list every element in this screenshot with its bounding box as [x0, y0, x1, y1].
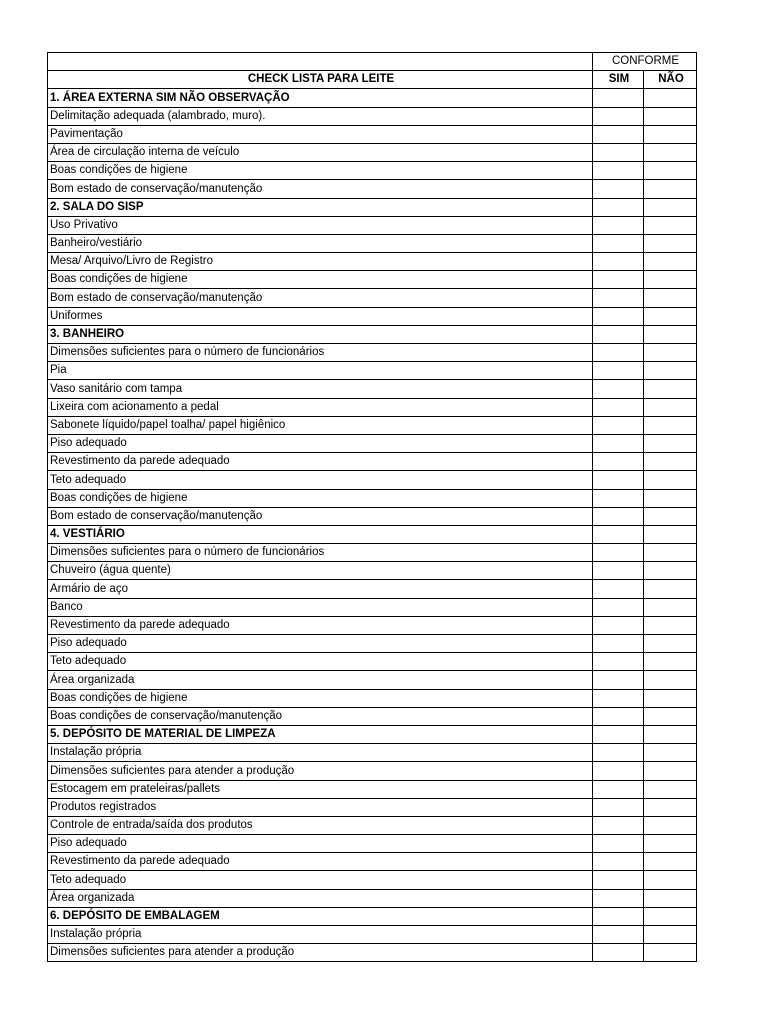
- checklist-row: [48, 416, 697, 434]
- checklist-row: [48, 471, 697, 489]
- checklist-item-label: Uniformes: [48, 307, 593, 325]
- checklist-item-label: Banco: [48, 598, 593, 616]
- sim-cell[interactable]: [593, 544, 644, 562]
- checklist-row: [48, 216, 697, 234]
- sim-cell[interactable]: [593, 562, 644, 580]
- nao-cell: [644, 725, 697, 743]
- checklist-item-label: Vaso sanitário com tampa: [48, 380, 593, 398]
- section-title: 6. DEPÓSITO DE EMBALAGEM: [48, 907, 593, 925]
- nao-cell[interactable]: [644, 944, 697, 962]
- checklist-item-label: Área de circulação interna de veículo: [48, 143, 593, 161]
- checklist-row: [48, 162, 697, 180]
- nao-cell: [644, 525, 697, 543]
- sim-cell[interactable]: [593, 416, 644, 434]
- checklist-item-label: Produtos registrados: [48, 798, 593, 816]
- nao-cell[interactable]: [644, 671, 697, 689]
- section-header-row: [48, 198, 697, 216]
- checklist-item-label: Sabonete líquido/papel toalha/ papel higiênico: [48, 416, 593, 434]
- sim-cell[interactable]: [593, 616, 644, 634]
- checklist-item-label: Teto adequado: [48, 653, 593, 671]
- sim-cell[interactable]: [593, 689, 644, 707]
- checklist-item-label: Bom estado de conservação/manutenção: [48, 507, 593, 525]
- sim-cell[interactable]: [593, 434, 644, 452]
- checklist-row: [48, 362, 697, 380]
- nao-cell: [644, 198, 697, 216]
- checklist-item-label: Área organizada: [48, 671, 593, 689]
- nao-cell[interactable]: [644, 453, 697, 471]
- checklist-item-label: Boas condições de higiene: [48, 271, 593, 289]
- sim-cell: [593, 325, 644, 343]
- sim-cell[interactable]: [593, 944, 644, 962]
- sim-cell: [593, 907, 644, 925]
- sim-cell[interactable]: [593, 143, 644, 161]
- checklist-item-label: Boas condições de higiene: [48, 489, 593, 507]
- sim-cell: [593, 89, 644, 107]
- checklist-item-label: Boas condições de conservação/manutenção: [48, 707, 593, 725]
- nao-cell[interactable]: [644, 689, 697, 707]
- checklist-item-label: Armário de aço: [48, 580, 593, 598]
- sim-cell[interactable]: [593, 453, 644, 471]
- sim-cell[interactable]: [593, 744, 644, 762]
- sim-cell[interactable]: [593, 798, 644, 816]
- checklist-row: [48, 434, 697, 452]
- nao-cell[interactable]: [644, 362, 697, 380]
- nao-cell[interactable]: [644, 162, 697, 180]
- nao-cell: [644, 89, 697, 107]
- checklist-item-label: Pavimentação: [48, 125, 593, 143]
- sim-cell[interactable]: [593, 762, 644, 780]
- section-title: 1. ÁREA EXTERNA SIM NÃO OBSERVAÇÃO: [48, 89, 593, 107]
- sim-cell[interactable]: [593, 234, 644, 252]
- checklist-item-label: Lixeira com acionamento a pedal: [48, 398, 593, 416]
- nao-cell[interactable]: [644, 544, 697, 562]
- checklist-item-label: Mesa/ Arquivo/Livro de Registro: [48, 253, 593, 271]
- empty-header-cell: [48, 53, 593, 71]
- section-header-row: [48, 325, 697, 343]
- checklist-row: [48, 671, 697, 689]
- nao-cell[interactable]: [644, 289, 697, 307]
- checklist-row: [48, 653, 697, 671]
- title-row: [48, 71, 697, 89]
- checklist-item-label: Instalação própria: [48, 744, 593, 762]
- checklist-row: [48, 926, 697, 944]
- checklist-item-label: Chuveiro (água quente): [48, 562, 593, 580]
- checklist-item-label: Piso adequado: [48, 434, 593, 452]
- section-header-row: [48, 907, 697, 925]
- checklist-item-label: Bom estado de conservação/manutenção: [48, 289, 593, 307]
- checklist-row: [48, 344, 697, 362]
- nao-cell[interactable]: [644, 562, 697, 580]
- checklist-row: [48, 289, 697, 307]
- sim-column-header: SIM: [593, 71, 644, 89]
- checklist-item-label: Bom estado de conservação/manutenção: [48, 180, 593, 198]
- checklist-item-label: Estocagem em prateleiras/pallets: [48, 780, 593, 798]
- checklist-row: [48, 944, 697, 962]
- checklist-item-label: Teto adequado: [48, 871, 593, 889]
- nao-cell[interactable]: [644, 580, 697, 598]
- checklist-item-label: Boas condições de higiene: [48, 689, 593, 707]
- checklist-row: [48, 853, 697, 871]
- nao-cell[interactable]: [644, 507, 697, 525]
- checklist-row: [48, 307, 697, 325]
- checklist-row: [48, 798, 697, 816]
- checklist-row: [48, 816, 697, 834]
- checklist-row: [48, 635, 697, 653]
- sim-cell[interactable]: [593, 489, 644, 507]
- checklist-row: [48, 398, 697, 416]
- checklist-item-label: Teto adequado: [48, 471, 593, 489]
- checklist-item-label: Uso Privativo: [48, 216, 593, 234]
- sim-cell[interactable]: [593, 871, 644, 889]
- nao-cell[interactable]: [644, 398, 697, 416]
- checklist-item-label: Boas condições de higiene: [48, 162, 593, 180]
- sim-cell[interactable]: [593, 507, 644, 525]
- sim-cell[interactable]: [593, 289, 644, 307]
- checklist-item-label: Dimensões suficientes para o número de funcionários: [48, 344, 593, 362]
- checklist-row: [48, 271, 697, 289]
- section-header-row: [48, 525, 697, 543]
- sim-cell: [593, 525, 644, 543]
- nao-cell[interactable]: [644, 835, 697, 853]
- nao-cell[interactable]: [644, 253, 697, 271]
- checklist-row: [48, 780, 697, 798]
- section-title: 4. VESTIÁRIO: [48, 525, 593, 543]
- sim-cell[interactable]: [593, 580, 644, 598]
- checklist-item-label: Pia: [48, 362, 593, 380]
- checklist-row: [48, 598, 697, 616]
- checklist-row: [48, 580, 697, 598]
- checklist-row: [48, 234, 697, 252]
- checklist-row: [48, 762, 697, 780]
- sim-cell[interactable]: [593, 307, 644, 325]
- checklist-row: [48, 507, 697, 525]
- nao-cell[interactable]: [644, 416, 697, 434]
- checklist-row: [48, 689, 697, 707]
- sim-cell[interactable]: [593, 362, 644, 380]
- sim-cell: [593, 725, 644, 743]
- checklist-row: [48, 180, 697, 198]
- sim-cell[interactable]: [593, 471, 644, 489]
- sim-cell[interactable]: [593, 271, 644, 289]
- nao-cell[interactable]: [644, 344, 697, 362]
- checklist-row: [48, 253, 697, 271]
- sim-cell[interactable]: [593, 835, 644, 853]
- section-title: 5. DEPÓSITO DE MATERIAL DE LIMPEZA: [48, 725, 593, 743]
- checklist-item-label: Piso adequado: [48, 835, 593, 853]
- nao-column-header: NÃO: [644, 71, 697, 89]
- checklist-row: [48, 489, 697, 507]
- checklist-row: [48, 871, 697, 889]
- checklist-row: [48, 889, 697, 907]
- checklist-item-label: Revestimento da parede adequado: [48, 616, 593, 634]
- nao-cell[interactable]: [644, 653, 697, 671]
- nao-cell[interactable]: [644, 926, 697, 944]
- nao-cell[interactable]: [644, 489, 697, 507]
- checklist-row: [48, 453, 697, 471]
- sim-cell[interactable]: [593, 816, 644, 834]
- nao-cell[interactable]: [644, 816, 697, 834]
- checklist-row: [48, 380, 697, 398]
- nao-cell[interactable]: [644, 616, 697, 634]
- nao-cell[interactable]: [644, 234, 697, 252]
- sim-cell[interactable]: [593, 380, 644, 398]
- checklist-item-label: Revestimento da parede adequado: [48, 853, 593, 871]
- checklist-row: [48, 707, 697, 725]
- section-header-row: [48, 725, 697, 743]
- checklist-row: [48, 544, 697, 562]
- nao-cell[interactable]: [644, 143, 697, 161]
- section-title: 3. BANHEIRO: [48, 325, 593, 343]
- nao-cell[interactable]: [644, 635, 697, 653]
- nao-cell[interactable]: [644, 780, 697, 798]
- sim-cell[interactable]: [593, 107, 644, 125]
- nao-cell[interactable]: [644, 216, 697, 234]
- checklist-table: [47, 52, 697, 962]
- section-title: 2. SALA DO SISP: [48, 198, 593, 216]
- checklist-item-label: Revestimento da parede adequado: [48, 453, 593, 471]
- nao-cell[interactable]: [644, 707, 697, 725]
- checklist-item-label: Banheiro/vestiário: [48, 234, 593, 252]
- sim-cell[interactable]: [593, 253, 644, 271]
- nao-cell[interactable]: [644, 434, 697, 452]
- sim-cell: [593, 198, 644, 216]
- sim-cell[interactable]: [593, 653, 644, 671]
- nao-cell: [644, 907, 697, 925]
- checklist-row: [48, 143, 697, 161]
- sheet-title: CHECK LISTA PARA LEITE: [48, 71, 593, 89]
- nao-cell[interactable]: [644, 180, 697, 198]
- sim-cell[interactable]: [593, 125, 644, 143]
- sim-cell[interactable]: [593, 707, 644, 725]
- sim-cell[interactable]: [593, 216, 644, 234]
- checklist-row: [48, 107, 697, 125]
- nao-cell[interactable]: [644, 853, 697, 871]
- checklist-item-label: Dimensões suficientes para atender a produção: [48, 944, 593, 962]
- nao-cell[interactable]: [644, 762, 697, 780]
- sim-cell[interactable]: [593, 162, 644, 180]
- checklist-item-label: Dimensões suficientes para atender a produção: [48, 762, 593, 780]
- sim-cell[interactable]: [593, 671, 644, 689]
- checklist-item-label: Dimensões suficientes para o número de funcionários: [48, 544, 593, 562]
- nao-cell[interactable]: [644, 380, 697, 398]
- sim-cell[interactable]: [593, 926, 644, 944]
- checklist-item-label: Área organizada: [48, 889, 593, 907]
- nao-cell[interactable]: [644, 271, 697, 289]
- nao-cell[interactable]: [644, 125, 697, 143]
- checklist-row: [48, 744, 697, 762]
- nao-cell[interactable]: [644, 744, 697, 762]
- sim-cell[interactable]: [593, 780, 644, 798]
- sim-cell[interactable]: [593, 180, 644, 198]
- conforme-header-row: [48, 53, 697, 71]
- sim-cell[interactable]: [593, 635, 644, 653]
- checklist-item-label: Instalação própria: [48, 926, 593, 944]
- nao-cell[interactable]: [644, 889, 697, 907]
- nao-cell[interactable]: [644, 471, 697, 489]
- nao-cell[interactable]: [644, 598, 697, 616]
- conforme-header: CONFORME: [593, 53, 697, 71]
- checklist-row: [48, 125, 697, 143]
- sim-cell[interactable]: [593, 889, 644, 907]
- checklist-row: [48, 562, 697, 580]
- checklist-body: [48, 53, 697, 962]
- checklist-row: [48, 835, 697, 853]
- checklist-item-label: Delimitação adequada (alambrado, muro).: [48, 107, 593, 125]
- sim-cell[interactable]: [593, 853, 644, 871]
- sim-cell[interactable]: [593, 598, 644, 616]
- nao-cell[interactable]: [644, 798, 697, 816]
- checklist-item-label: Piso adequado: [48, 635, 593, 653]
- nao-cell: [644, 325, 697, 343]
- nao-cell[interactable]: [644, 871, 697, 889]
- sim-cell[interactable]: [593, 398, 644, 416]
- nao-cell[interactable]: [644, 107, 697, 125]
- nao-cell[interactable]: [644, 307, 697, 325]
- sim-cell[interactable]: [593, 344, 644, 362]
- section-header-row: [48, 89, 697, 107]
- checklist-item-label: Controle de entrada/saída dos produtos: [48, 816, 593, 834]
- checklist-row: [48, 616, 697, 634]
